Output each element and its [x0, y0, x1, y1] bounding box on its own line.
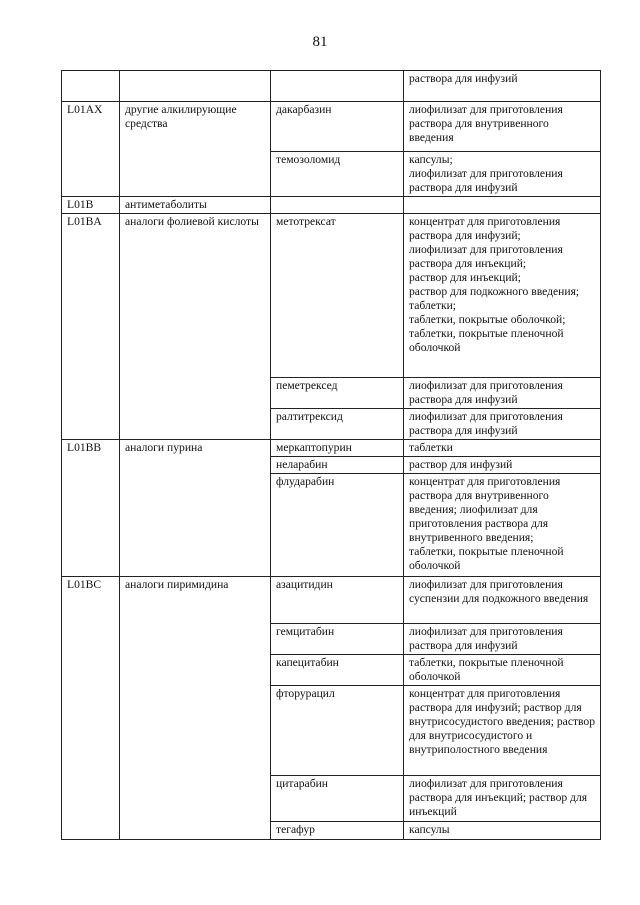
table-row — [62, 102, 601, 152]
group-name-cell — [120, 71, 271, 102]
drug-name-cell: капецитабин — [271, 655, 404, 686]
dosage-form-cell — [404, 197, 601, 214]
atc-code-cell: L01BA — [62, 214, 120, 440]
drug-name-cell: цитарабин — [271, 776, 404, 822]
drug-name-cell — [271, 197, 404, 214]
table-body — [62, 71, 601, 840]
dosage-form-cell: концентрат для приготовления раствора для инфузий; лиофилизат для приготовления раствора для инъекций; раствор для инъекций; раствор для подкожного введения; таблетки; таблетки, покрытые оболочкой; таблетки, покрытые пленочной оболочкой — [404, 214, 601, 378]
dosage-form-cell: лиофилизат для приготовления раствора для инфузий — [404, 624, 601, 655]
group-name-cell: аналоги пиримидина — [120, 577, 271, 840]
drug-name-cell: пеметрексед — [271, 378, 404, 409]
atc-code-cell: L01BC — [62, 577, 120, 840]
drug-name-cell: дакарбазин — [271, 102, 404, 152]
drug-name-cell: метотрексат — [271, 214, 404, 378]
dosage-form-cell: концентрат для приготовления раствора для внутривенного введения; лиофилизат для приготовления раствора для внутривенного введения; таблетки, покрытые пленочной оболочкой — [404, 474, 601, 577]
group-name-cell: аналоги пурина — [120, 440, 271, 577]
drug-name-cell: азацитидин — [271, 577, 404, 624]
drug-name-cell: гемцитабин — [271, 624, 404, 655]
drug-name-cell — [271, 71, 404, 102]
drug-name-cell: флударабин — [271, 474, 404, 577]
page-number: 81 — [312, 34, 328, 50]
atc-code-cell: L01AX — [62, 102, 120, 197]
dosage-form-cell: лиофилизат для приготовления раствора для инъекций; раствор для инъекций — [404, 776, 601, 822]
table-row — [62, 577, 601, 624]
drug-name-cell: тегафур — [271, 822, 404, 840]
drug-name-cell: меркаптопурин — [271, 440, 404, 457]
drug-name-cell: ралтитрексид — [271, 409, 404, 440]
dosage-form-cell: капсулы; лиофилизат для приготовления раствора для инфузий — [404, 152, 601, 197]
dosage-form-cell: лиофилизат для приготовления суспензии для подкожного введения — [404, 577, 601, 624]
table-row — [62, 197, 601, 214]
dosage-form-cell: таблетки — [404, 440, 601, 457]
group-name-cell: аналоги фолиевой кислоты — [120, 214, 271, 440]
atc-code-cell — [62, 71, 120, 102]
dosage-form-cell: лиофилизат для приготовления раствора для внутривенного введения — [404, 102, 601, 152]
atc-code-cell: L01B — [62, 197, 120, 214]
dosage-form-cell: раствора для инфузий — [404, 71, 601, 102]
drug-name-cell: неларабин — [271, 457, 404, 474]
atc-code-cell: L01BB — [62, 440, 120, 577]
group-name-cell: антиметаболиты — [120, 197, 271, 214]
table-row — [62, 71, 601, 102]
drug-name-cell: фторурацил — [271, 686, 404, 776]
dosage-form-cell: капсулы — [404, 822, 601, 840]
dosage-form-cell: лиофилизат для приготовления раствора для инфузий — [404, 409, 601, 440]
drug-name-cell: темозоломид — [271, 152, 404, 197]
dosage-form-cell: таблетки, покрытые пленочной оболочкой — [404, 655, 601, 686]
dosage-form-cell: раствор для инфузий — [404, 457, 601, 474]
drug-table — [61, 70, 601, 840]
table-row — [62, 214, 601, 378]
table-row — [62, 440, 601, 457]
group-name-cell: другие алкилирующие средства — [120, 102, 271, 197]
dosage-form-cell: концентрат для приготовления раствора для инфузий; раствор для внутрисосудистого введения; раствор для внутрисосудистого и внутриполостного введения — [404, 686, 601, 776]
dosage-form-cell: лиофилизат для приготовления раствора для инфузий — [404, 378, 601, 409]
